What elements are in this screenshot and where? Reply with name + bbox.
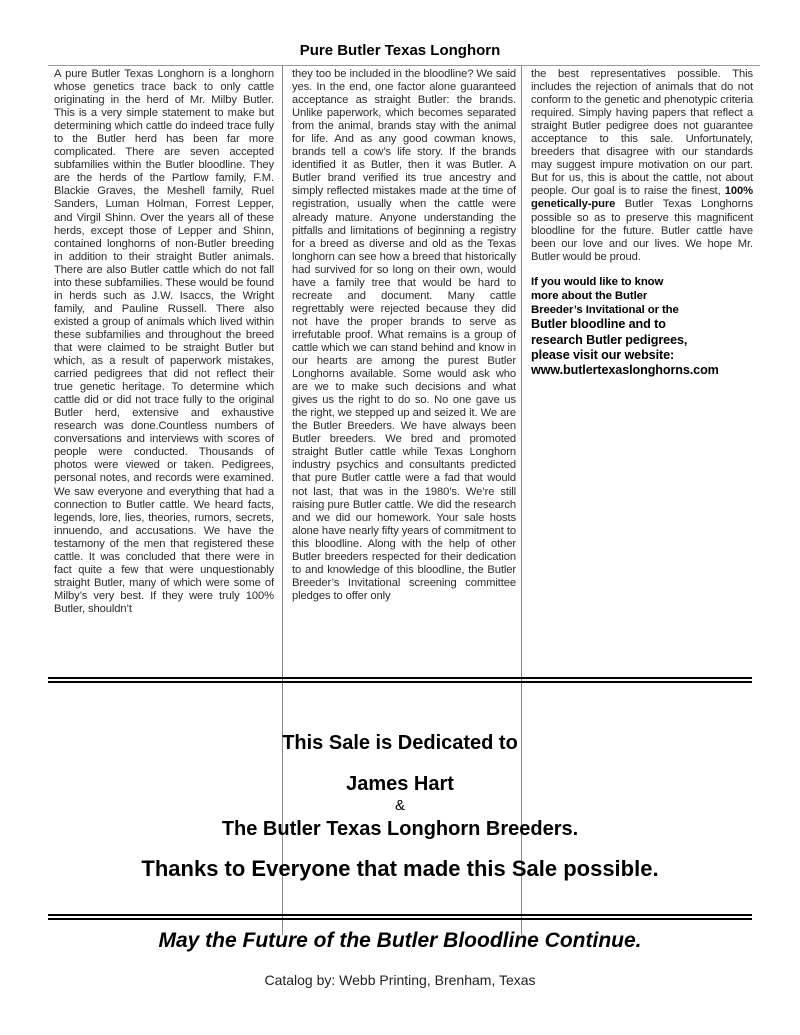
website-info [531,275,753,378]
motto: May the Future of the Butler Bloodline Continue. [158,929,642,952]
info-line: please visit our website: [531,347,675,362]
page-title: Pure Butler Texas Longhorn [299,42,501,59]
article-column-3 [531,68,753,378]
catalog-credit: Catalog by: Webb Printing, Brenham, Texas [264,972,536,988]
info-line: more about the Butler [531,289,648,302]
dedication-ampersand: & [394,797,405,814]
article-column-3-body [531,68,753,264]
double-rule-upper [48,677,752,683]
column-3-text-b: Butler Texas Longhorns possible so as to preserve this magnificent bloodline for the future. Butler cattle have been our love and our lives. We hope Mr. Butler would be proud. [531,198,753,263]
info-line: research Butler pedigrees, [531,332,688,347]
column-3-text-a: the best representatives possible. This includes the rejection of animals that do not conform to the genetic and phenotypic criteria required. Simply having papers that reflect a straight Butler pedigree does not guarantee acceptance to this sale. Unfortunately, breeders that disagree with our standards may suggest impure motivation on our part. But for us, this is about the cattle, not about people. Our goal is to raise the finest, [531,68,753,198]
dedication-name: James Hart [346,773,454,795]
top-rule [48,65,760,66]
dedication-heading: This Sale is Dedicated to [282,732,518,754]
column-3-emphasis: 100% genetically-pure [531,185,753,211]
double-rule-lower [48,914,752,920]
article-column-2: they too be included in the bloodline? We said yes. In the end, one factor alone guaranteed acceptance as straight Butler: the brands. Unlike paperwork, which becomes separated from the animal, brands stay with the animal for life. And as any good cowman knows, brands tell a cow’s life story. If the brands identified it as Butler, then it was Butler. A Butler brand verified its true ancestry and simply reflected mistakes made at the time of registration, usually when the cattle were already mature. Anyone understanding the pitfalls and limitations of beginning a registry for a breed as diverse and old as the Texas longhorn can see how a breed that historically had survived for so long on their own, would have a family tree that would be hard to recreate and document. Many cattle regrettably were rejected because they did not have the proper brands to serve as irrefutable proof. What remains is a group of cattle which we can stand behind and know in our hearts are among the purest Butler Longhorns available. Some would ask who are we to make such decisions and what gives us the right to do so. No one gave us the right, we stepped up and seized it. We are the Butler Breeders. We have always been Butler breeders. We bred and promoted straight Butler cattle while Texas Longhorn industry psychics and consultants predicted that pure Butler cattle were a fad that would not last, that was in the 1980’s. We’re still raising pure Butler cattle. We did the research and we did our homework. Your sale hosts alone have nearly fifty years of commitment to this bloodline. Along with the help of other Butler breeders respected for their dedication to and knowledge of this bloodline, the Butler Breeder’s Invitational screening committee pledges to offer only [292,68,516,602]
article-column-1: A pure Butler Texas Longhorn is a longhorn whose genetics trace back to only cattle originating in the herd of Mr. Milby Butler. This is a very simple statement to make but determining which cattle do indeed trace fully to the Butler herd has been far more complicated. There are seven accepted subfamilies within the Butler bloodline. They are the herds of the Partlow family, F.M. Blackie Graves, the Meshell family, Ruel Sanders, Luman Holman, Forrest Lepper, and Virgil Shinn. Over the years all of these herds, except those of Lepper and Shinn, contained longhorns of non-Butler breeding in addition to their straight Butler animals. There are also Butler cattle which do not fall into these subfamilies. These would be found in herds such as J.W. Isaccs, the Wright family, and Pauline Russell. There also existed a group of animals which lived within these subfamilies and throughout the breed that were claimed to be straight Butler but which, as a result of paperwork mistakes, carried pedigrees that did not reflect their true genetic heritage. To determine which cattle did or did not trace fully to the original Butler herd, extensive and exhaustive research was done.Countless numbers of conversations and interviews with scores of people were conducted. Thousands of photos were viewed or taken. Pedigrees, personal notes, and records were examined. We saw everyone and everything that had a connection to Butler cattle. We heard facts, legends, lore, lies, theories, rumors, secrets, innuendo, and accusations. We have the testamony of the men that registered these cattle. It was concluded that there were in fact quite a few that were unquestionably straight Butler, many of which were some of Milby’s very best. If they were truly 100% Butler, shouldn’t [54,68,274,615]
info-line: Breeder’s Invitational or the [531,304,679,317]
info-line: If you would like to know [531,275,664,288]
info-line: Butler bloodline and to [531,317,666,332]
dedication-breeders: The Butler Texas Longhorn Breeders. [221,818,579,840]
thanks-line: Thanks to Everyone that made this Sale possible. [141,856,659,881]
website-url: www.butlertexaslonghorns.com [531,362,719,377]
